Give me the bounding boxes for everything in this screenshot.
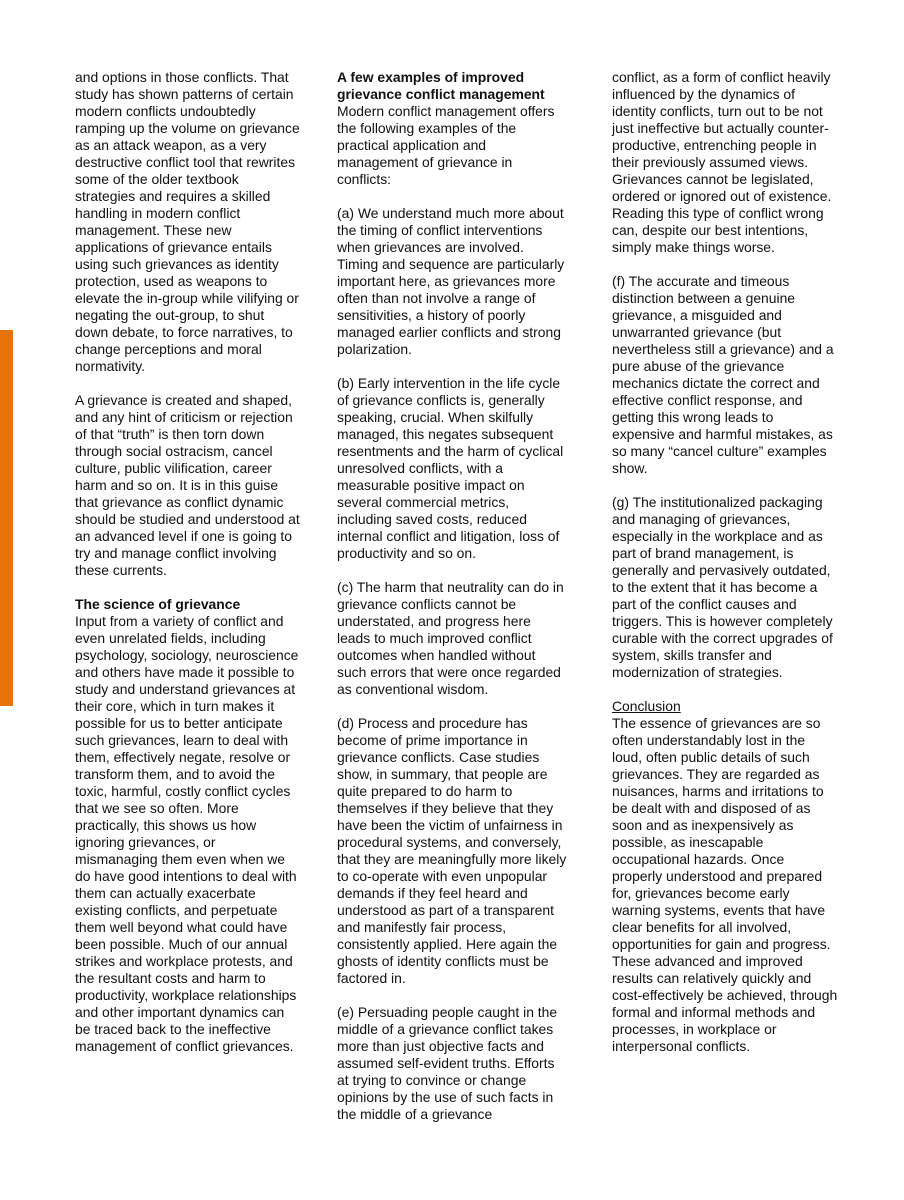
column-2 bbox=[337, 69, 567, 1123]
paragraph-science: Input from a variety of conflict and even unrelated fields, including psychology, sociology, neuroscience and others have made it possible to study and understand grievances at their core, which in turn makes it possible for us to better anticipate such grievances, learn to deal with them, effectively negate, resolve or transform them, and to avoid the toxic, harmful, costly conflict cycles that we see so often. More practically, this shows us how ignoring grievances, or mismanaging them even when we do have good intentions to deal with them can actually exacerbate existing conflicts, and perpetuate them well beyond what could have been possible. Much of our annual strikes and workplace protests, and the resultant costs and harm to productivity, workplace relationships and other important dynamics can be traced back to the ineffective management of conflict grievances. bbox=[75, 613, 299, 1054]
paragraph-item-g: (g) The institutionalized packaging and managing of grievances, especially in the workplace and as part of brand management, is generally and pervasively outdated, to the extent that it has become a part of the conflict causes and triggers. This is however completely curable with the correct upgrades of system, skills transfer and modernization of strategies. bbox=[612, 494, 833, 680]
paragraph-item-e: (e) Persuading people caught in the middle of a grievance conflict takes more than just objective facts and assumed self-evident truths. Efforts at trying to convince or change opinions by the use of such facts in the middle of a grievance bbox=[337, 1004, 558, 1122]
paragraph-item-e-continued: conflict, as a form of conflict heavily influenced by the dynamics of identity conflicts, turn out to be not just ineffective but actually counter-productive, entrenching people in their previously assumed views. Grievances cannot be legislated, ordered or ignored out of existence. Reading this type of conflict wrong can, despite our best intentions, simply make things worse. bbox=[612, 69, 832, 255]
paragraph-conclusion: The essence of grievances are so often understandably lost in the loud, often public details of such grievances. They are regarded as nuisances, harms and irritations to be dealt with and disposed of as soon and as inexpensively as possible, as inescapable occupational hazards. Once properly understood and prepared for, grievances become early warning systems, events that have clear benefits for all involved, opportunities for gain and progress. These advanced and improved results can relatively quickly and cost-effectively be achieved, through formal and informal methods and processes, in workplace or interpersonal conflicts. bbox=[612, 715, 838, 1054]
paragraph-grievance-created: A grievance is created and shaped, and any hint of criticism or rejection of that “truth” is then torn down through social ostracism, cancel culture, public vilification, career harm and so on. It is in this guise that grievance as conflict dynamic should be studied and understood at an advanced level if one is going to try and manage conflict involving these currents. bbox=[75, 392, 300, 578]
paragraph-item-b: (b) Early intervention in the life cycle of grievance conflicts is, generally speaking, crucial. When skilfully managed, this negates subsequent resentments and the harm of cyclical unresolved conflicts, with a measurable positive impact on several commercial metrics, including saved costs, reduced internal conflict and litigation, loss of productivity and so on. bbox=[337, 375, 564, 561]
paragraph-item-f: (f) The accurate and timeous distinction between a genuine grievance, a misguided and unwarranted grievance (but nevertheless still a grievance) and a pure abuse of the grievance mechanics dictate the correct and effective conflict response, and getting this wrong leads to expensive and harmful mistakes, as so many “cancel culture” examples show. bbox=[612, 273, 834, 476]
heading-examples: A few examples of improved grievance conflict management bbox=[337, 69, 545, 102]
paragraph-examples-intro: Modern conflict management offers the following examples of the practical application and management of grievance in conflicts: bbox=[337, 103, 555, 187]
column-3 bbox=[612, 69, 838, 1055]
orange-accent-bar bbox=[0, 330, 13, 706]
heading-science-of-grievance: The science of grievance bbox=[75, 596, 241, 612]
paragraph-item-c: (c) The harm that neutrality can do in grievance conflicts cannot be understated, and progress here leads to much improved conflict outcomes when handled without such errors that were once regarded as conventional wisdom. bbox=[337, 579, 564, 697]
paragraph-item-a: (a) We understand much more about the timing of conflict interventions when grievances are involved. Timing and sequence are particularly important here, as grievances more often than not involve a range of sensitivities, a history of poorly managed earlier conflicts and strong polarization. bbox=[337, 205, 565, 357]
column-1 bbox=[75, 69, 300, 1055]
heading-conclusion: Conclusion bbox=[612, 698, 681, 714]
paragraph-item-d: (d) Process and procedure has become of prime importance in grievance conflicts. Case studies show, in summary, that people are quite prepared to do harm to themselves if they believe that they have been the victim of unfairness in procedural systems, and conversely, that they are meaningfully more likely to co-operate with even unpopular demands if they feel heard and understood as part of a transparent and manifestly fair process, consistently applied. Here again the ghosts of identity conflicts must be factored in. bbox=[337, 715, 567, 986]
paragraph-continuation: and options in those conflicts. That study has shown patterns of certain modern conflicts undoubtedly ramping up the volume on grievance as an attack weapon, as a very destructive conflict tool that rewrites some of the older textbook strategies and requires a skilled handling in modern conflict management. These new applications of grievance entails using such grievances as identity protection, used as weapons to elevate the in-group while vilifying or negating the out-group, to shut down debate, to force narratives, to change perceptions and moral normativity. bbox=[75, 69, 300, 374]
